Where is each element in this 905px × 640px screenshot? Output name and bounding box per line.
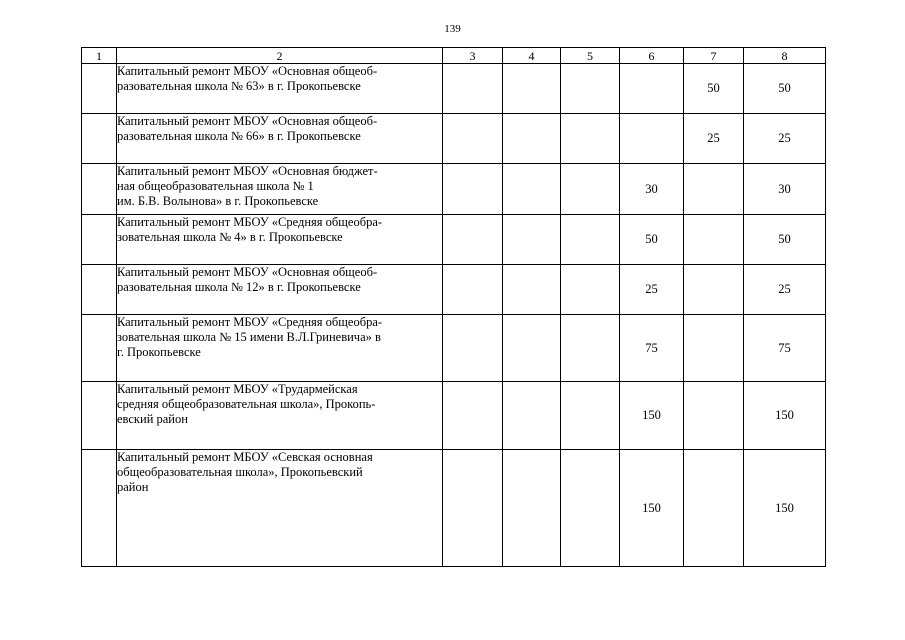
cell-col-3 <box>443 450 503 567</box>
cell-col-4 <box>503 164 561 215</box>
cell-col-5 <box>561 164 620 215</box>
row-description: Капитальный ремонт МБОУ «Трудармейская средняя общеобразовательная школа», Прокопь- евский район <box>117 382 443 450</box>
row-index-cell <box>82 382 117 450</box>
cell-col-3 <box>443 114 503 164</box>
cell-col-6: 150 <box>620 382 684 450</box>
cell-col-4 <box>503 315 561 382</box>
row-index-cell <box>82 64 117 114</box>
cell-col-3 <box>443 382 503 450</box>
cell-col-6 <box>620 114 684 164</box>
cell-col-7 <box>684 164 744 215</box>
row-index-cell <box>82 265 117 315</box>
table-row <box>82 64 826 114</box>
row-index-cell <box>82 315 117 382</box>
row-description: Капитальный ремонт МБОУ «Основная общеоб- разовательная школа № 66» в г. Прокопьевске <box>117 114 443 164</box>
page-number: 139 <box>444 23 461 35</box>
cell-col-3 <box>443 315 503 382</box>
header-col-1: 1 <box>82 48 117 64</box>
cell-col-3 <box>443 164 503 215</box>
cell-col-8: 150 <box>744 450 826 567</box>
cell-col-6 <box>620 64 684 114</box>
cell-col-4 <box>503 382 561 450</box>
cell-col-5 <box>561 315 620 382</box>
header-col-8: 8 <box>744 48 826 64</box>
cell-col-6: 50 <box>620 215 684 265</box>
cell-col-7: 50 <box>684 64 744 114</box>
row-description: Капитальный ремонт МБОУ «Средняя общеобра- зовательная школа № 15 имени В.Л.Гриневича» в г. Прокопьевске <box>117 315 443 382</box>
cell-col-4 <box>503 114 561 164</box>
cell-col-8: 150 <box>744 382 826 450</box>
cell-col-7 <box>684 315 744 382</box>
row-index-cell <box>82 114 117 164</box>
table-row <box>82 382 826 450</box>
cell-col-6: 25 <box>620 265 684 315</box>
header-row <box>82 48 826 64</box>
table-row <box>82 450 826 567</box>
cell-col-3 <box>443 265 503 315</box>
cell-col-6: 150 <box>620 450 684 567</box>
cell-col-5 <box>561 114 620 164</box>
row-index-cell <box>82 450 117 567</box>
cell-col-3 <box>443 64 503 114</box>
funding-table <box>81 47 826 567</box>
cell-col-4 <box>503 265 561 315</box>
row-description: Капитальный ремонт МБОУ «Севская основная общеобразовательная школа», Прокопьевский район <box>117 450 443 567</box>
header-col-4: 4 <box>503 48 561 64</box>
cell-col-8: 30 <box>744 164 826 215</box>
table-row <box>82 315 826 382</box>
cell-col-5 <box>561 64 620 114</box>
cell-col-4 <box>503 64 561 114</box>
row-description: Капитальный ремонт МБОУ «Основная общеоб- разовательная школа № 63» в г. Прокопьевске <box>117 64 443 114</box>
cell-col-4 <box>503 215 561 265</box>
cell-col-5 <box>561 265 620 315</box>
cell-col-3 <box>443 215 503 265</box>
table-row <box>82 164 826 215</box>
header-col-6: 6 <box>620 48 684 64</box>
cell-col-5 <box>561 215 620 265</box>
cell-col-5 <box>561 450 620 567</box>
header-col-5: 5 <box>561 48 620 64</box>
cell-col-5 <box>561 382 620 450</box>
header-col-2: 2 <box>117 48 443 64</box>
cell-col-7 <box>684 450 744 567</box>
row-description: Капитальный ремонт МБОУ «Основная общеоб- разовательная школа № 12» в г. Прокопьевске <box>117 265 443 315</box>
header-col-3: 3 <box>443 48 503 64</box>
row-description: Капитальный ремонт МБОУ «Основная бюджет- ная общеобразовательная школа № 1 им. Б.В. Волынова» в г. Прокопьевске <box>117 164 443 215</box>
header-col-7: 7 <box>684 48 744 64</box>
cell-col-4 <box>503 450 561 567</box>
cell-col-8: 50 <box>744 64 826 114</box>
table-row <box>82 265 826 315</box>
row-description: Капитальный ремонт МБОУ «Средняя общеобра- зовательная школа № 4» в г. Прокопьевске <box>117 215 443 265</box>
row-index-cell <box>82 164 117 215</box>
cell-col-8: 25 <box>744 114 826 164</box>
cell-col-7 <box>684 215 744 265</box>
table-row <box>82 215 826 265</box>
table-row <box>82 114 826 164</box>
cell-col-7: 25 <box>684 114 744 164</box>
cell-col-6: 30 <box>620 164 684 215</box>
cell-col-8: 75 <box>744 315 826 382</box>
row-index-cell <box>82 215 117 265</box>
cell-col-7 <box>684 382 744 450</box>
cell-col-8: 50 <box>744 215 826 265</box>
cell-col-8: 25 <box>744 265 826 315</box>
cell-col-7 <box>684 265 744 315</box>
cell-col-6: 75 <box>620 315 684 382</box>
